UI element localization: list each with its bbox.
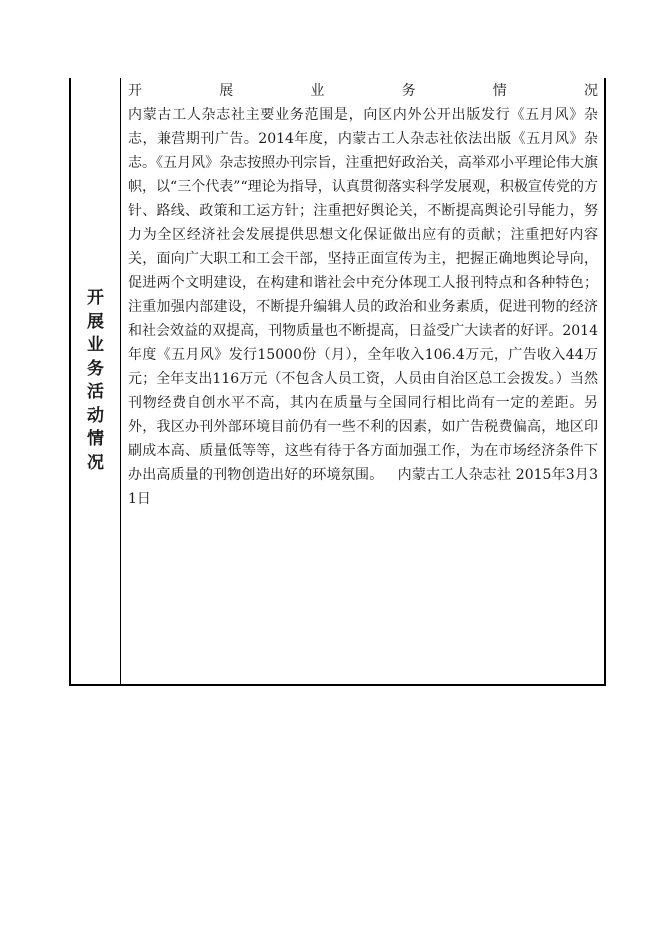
- table-border-bottom: [69, 684, 606, 686]
- signature: 内蒙古工人杂志社 2015年3月31日: [128, 467, 598, 507]
- content-cell: [128, 79, 598, 511]
- heading-char: 业: [310, 83, 325, 99]
- heading-char: 开: [128, 83, 142, 99]
- section-heading: [128, 79, 598, 103]
- heading-char: 展: [219, 83, 234, 99]
- heading-char: 情: [492, 83, 507, 99]
- heading-char: 况: [583, 83, 598, 99]
- row-label: 开展业务活动情况: [87, 288, 104, 473]
- row-label-cell: [71, 78, 120, 684]
- heading-char: 务: [401, 83, 416, 99]
- body-paragraph: [128, 103, 598, 511]
- body-text: 内蒙古工人杂志社主要业务范围是，向区内外公开出版发行《五月风》杂志，兼营期刊广告。2014年度，内蒙古工人杂志社依法出版《五月风》杂志。《五月风》杂志按照办刊宗旨，注重把好政治关，高举邓小平理论伟大旗帜，以“三个代表”“理论为指导，认真贯彻落实科学发展观，积极宣传党的方针、路线、政策和工运方针；注重把好舆论关，不断提高舆论引导能力，努力为全区经济社会发展提供思想文化保证做出应有的贡献；注重把好内容关，面向广大职工和工会干部，坚持正面宣传为主，把握正确地舆论导向，促进两个文明建设，在构建和谐社会中充分体现工人报刊特点和各种特色；注重加强内部建设，不断提升编辑人员的政治和业务素质，促进刊物的经济和社会效益的双提高，刊物质量也不断提高，日益受广大读者的好评。2014年度《五月风》发行15000份（月），全年收入106.4万元，广告收入44万元；全年支出116万元（不包含人员工资，人员由自治区总工会拨发。）当然刊物经费自创水平不高，其内在质量与全国同行相比尚有一定的差距。另外，我区办刊外部环境目前仍有一些不利的因素，如广告税费偏高，地区印刷成本高、质量低等等，这些有待于各方面加强工作，为在市场经济条件下办出高质量的刊物创造出好的环境氛围。: [128, 107, 598, 483]
- column-divider: [120, 78, 121, 686]
- table-border-right: [604, 78, 606, 686]
